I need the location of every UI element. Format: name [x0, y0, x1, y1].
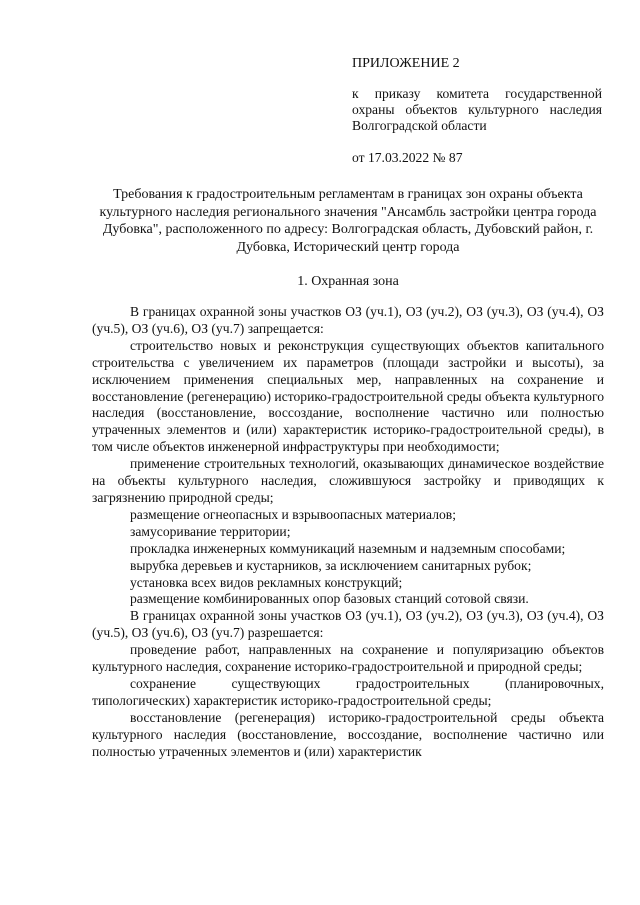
section-title: 1. Охранная зона	[297, 274, 399, 289]
appendix-order-reference: к приказу комитета государственной охраны объектов культурного наследия Волгоградской области	[352, 86, 602, 133]
body-paragraph: установка всех видов рекламных конструкций;	[130, 574, 403, 590]
body-paragraph: вырубка деревьев и кустарников, за исключением санитарных рубок;	[130, 557, 532, 573]
appendix-title: ПРИЛОЖЕНИЕ 2	[352, 56, 460, 71]
body-paragraph: строительство новых и реконструкция существующих объектов капитального строительства с увеличением их параметров (площади застройки и высоты), за исключением применения специальных мер, направленных на сохранение и восстановление (регенерацию) историко-градостроительной среды объекта культурного наследия (восстановление, воссоздание, восполнение частично или полностью утраченных элементов и (или) характеристик историко-градостроительной среды), в том числе объектов инженерной инфраструктуры при необходимости;	[92, 337, 604, 455]
document-body	[92, 304, 604, 760]
body-paragraph: прокладка инженерных коммуникаций наземным и надземным способами;	[130, 540, 566, 556]
appendix-block	[352, 56, 602, 166]
appendix-date: от 17.03.2022 № 87	[352, 150, 463, 165]
body-paragraph: восстановление (регенерация) историко-градостроительной среды объекта культурного наследия (восстановление, воссоздание, восполнение частично или полностью утраченных элементов и (или) характеристик	[92, 709, 604, 759]
body-paragraph: В границах охранной зоны участков ОЗ (уч.1), ОЗ (уч.2), ОЗ (уч.3), ОЗ (уч.4), ОЗ (уч.5), ОЗ (уч.6), ОЗ (уч.7) разрешается:	[92, 608, 604, 641]
body-paragraph: проведение работ, направленных на сохранение и популяризацию объектов культурного наследия, сохранение историко-градостроительной и природной среды;	[92, 642, 604, 675]
document-heading: Требования к градостроительным регламентам в границах зон охраны объекта культурного наследия регионального значения "Ансамбль застройки центра города Дубовка", расположенного по адресу: Волгоградская область, Дубовский район, г. Дубовка, Исторический центр города	[99, 187, 597, 255]
body-paragraph: В границах охранной зоны участков ОЗ (уч.1), ОЗ (уч.2), ОЗ (уч.3), ОЗ (уч.4), ОЗ (уч.5), ОЗ (уч.6), ОЗ (уч.7) запрещается:	[92, 304, 604, 336]
body-paragraph: размещение огнеопасных и взрывоопасных материалов;	[130, 506, 456, 522]
body-paragraph: применение строительных технологий, оказывающих динамическое воздействие на объекты культурного наследия, сложившуюся застройку и приводящих к загрязнению природной среды;	[92, 456, 604, 505]
body-paragraph: размещение комбинированных опор базовых станций сотовой связи.	[130, 591, 529, 607]
body-paragraph: сохранение существующих градостроительных (планировочных, типологических) характеристик историко-градостроительной среды;	[92, 675, 604, 708]
body-paragraph: замусоривание территории;	[130, 523, 291, 539]
